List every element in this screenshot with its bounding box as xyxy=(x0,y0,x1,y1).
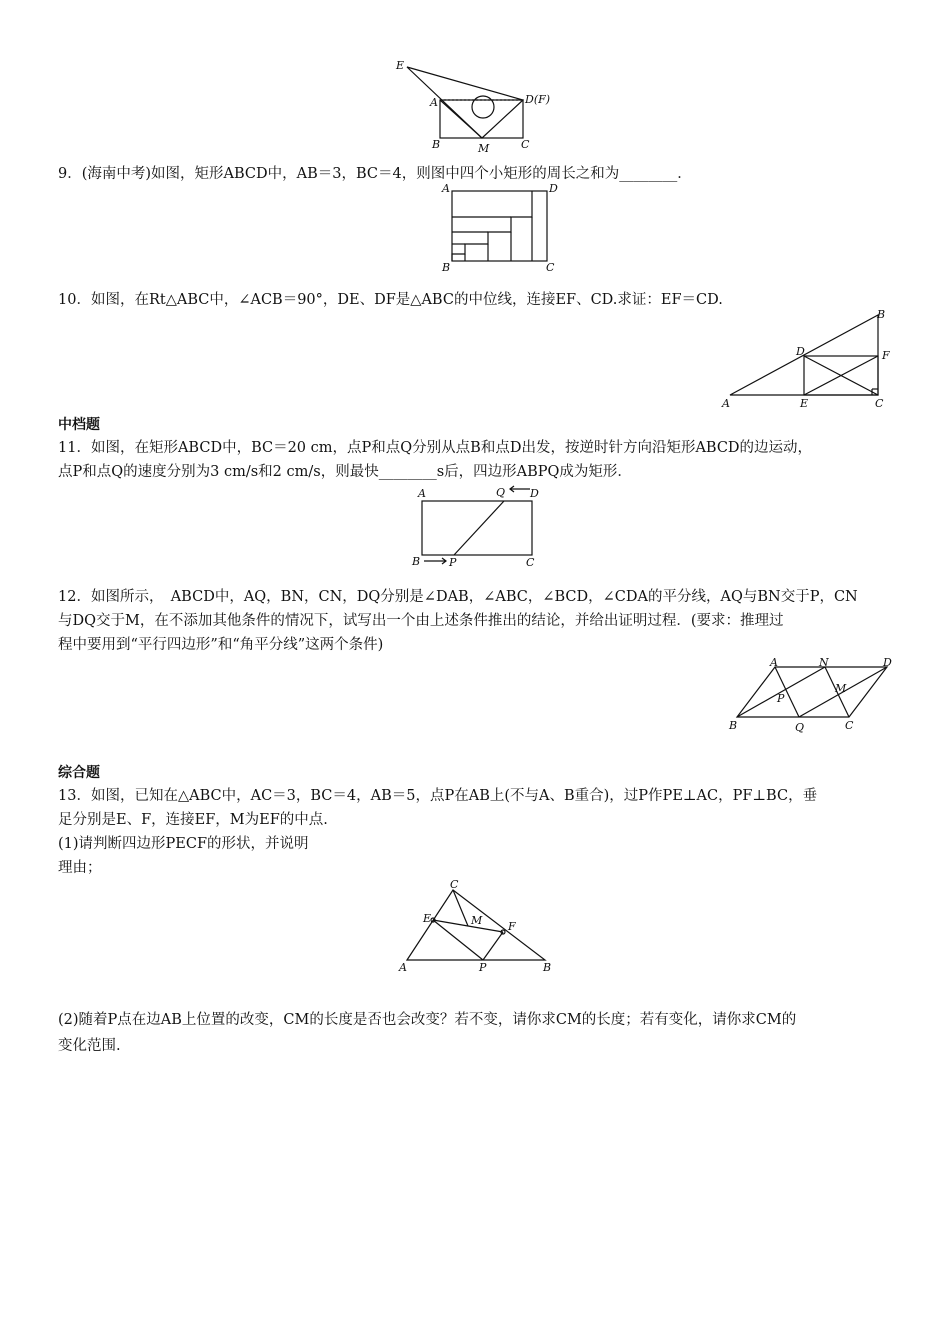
label-Q: Q xyxy=(795,721,805,734)
question-13-line-2: 足分别是E、F，连接EF，M为EF的中点. xyxy=(58,812,328,828)
question-13-line-5: (2)随着P点在边AB上位置的改变，CM的长度是否也会改变？若不变，请你求CM的长度；若有变化，请你求CM的 xyxy=(58,1012,797,1028)
question-13-line-4: 理由； xyxy=(58,860,102,876)
label-DF: D(F) xyxy=(525,93,551,106)
section-heading-intermediate: 中档题 xyxy=(58,417,100,433)
figure-12-parallelogram xyxy=(725,655,905,740)
figure-9-rectangle-staircase xyxy=(440,182,560,277)
label-A: A xyxy=(770,656,778,669)
label-A: A xyxy=(430,96,438,109)
top-triangle xyxy=(407,67,523,138)
label-D: D xyxy=(549,182,558,195)
label-C: C xyxy=(526,556,535,569)
top-rectangle xyxy=(440,100,523,138)
label-B: B xyxy=(729,719,738,732)
label-M: M xyxy=(835,682,847,695)
label-A: A xyxy=(418,487,426,500)
label-B: B xyxy=(432,138,441,151)
figure-10-right-triangle xyxy=(720,305,900,415)
label-D: D xyxy=(796,345,805,358)
question-11-line-1: 11．如图，在矩形ABCD中，BC＝20 cm，点P和点Q分别从点B和点D出发，按逆时针方向沿矩形ABCD的边运动， xyxy=(58,440,813,456)
label-P: P xyxy=(479,961,487,974)
label-C: C xyxy=(521,138,530,151)
section-heading-comprehensive: 综合题 xyxy=(58,765,100,781)
label-N: N xyxy=(819,656,829,669)
label-B: B xyxy=(877,308,886,321)
label-C: C xyxy=(875,397,884,410)
figure-13-triangle-pecf xyxy=(395,880,565,975)
label-C: C xyxy=(450,878,459,891)
label-M: M xyxy=(471,914,483,927)
figure-11-rectangle-moving-points xyxy=(410,483,550,573)
question-13-line-1: 13．如图，已知在△ABC中，AC＝3，BC＝4，AB＝5，点P在AB上(不与A、B重合)，过P作PE⊥AC，PF⊥BC，垂 xyxy=(58,788,818,804)
label-D: D xyxy=(530,487,539,500)
label-P: P xyxy=(449,556,457,569)
label-M: M xyxy=(478,142,490,155)
label-A: A xyxy=(399,961,407,974)
question-12-line-1: 12．如图所示， ABCD中，AQ，BN，CN，DQ分别是∠DAB，∠ABC，∠BCD，∠CDA的平分线，AQ与BN交于P，CN xyxy=(58,589,858,605)
label-F: F xyxy=(508,920,516,933)
label-A: A xyxy=(442,182,450,195)
label-C: C xyxy=(546,261,555,274)
label-P: P xyxy=(777,692,785,705)
label-D: D xyxy=(883,656,892,669)
question-12-line-3: 程中要用到“平行四边形”和“角平分线”这两个条件) xyxy=(58,637,384,653)
label-B: B xyxy=(543,961,552,974)
top-circle xyxy=(472,96,494,118)
fig9-rectangle xyxy=(452,191,547,261)
label-E: E xyxy=(800,397,809,410)
figure-top-triangle-rectangle xyxy=(390,55,550,155)
label-E: E xyxy=(396,59,405,72)
label-C: C xyxy=(845,719,854,732)
fig11-rectangle xyxy=(422,501,532,555)
label-A: A xyxy=(722,397,730,410)
fig11-pq xyxy=(454,501,504,555)
question-9-text: 9．(海南中考)如图，矩形ABCD中，AB＝3，BC＝4，则图中四个小矩形的周长之和为________． xyxy=(58,166,692,182)
label-B: B xyxy=(412,555,421,568)
question-13-line-3: (1)请判断四边形PECF的形状，并说明 xyxy=(58,836,309,852)
label-F: F xyxy=(882,349,890,362)
fig13-pf xyxy=(483,932,503,960)
question-13-line-6: 变化范围. xyxy=(58,1038,121,1054)
question-12-line-2: 与DQ交于M，在不添加其他条件的情况下，试写出一个由上述条件推出的结论，并给出证明过程．(要求：推理过 xyxy=(58,613,784,629)
top-line-am xyxy=(440,100,482,138)
label-E: E xyxy=(423,912,432,925)
label-Q: Q xyxy=(496,486,506,499)
label-B: B xyxy=(442,261,451,274)
question-10-text: 10．如图，在Rt△ABC中，∠ACB＝90°，DE、DF是△ABC的中位线，连接EF、CD.求证：EF＝CD. xyxy=(58,292,723,308)
fig9-staircase xyxy=(452,191,532,261)
question-11-line-2: 点P和点Q的速度分别为3 cm/s和2 cm/s，则最快________s后，四边形ABPQ成为矩形． xyxy=(58,464,632,480)
